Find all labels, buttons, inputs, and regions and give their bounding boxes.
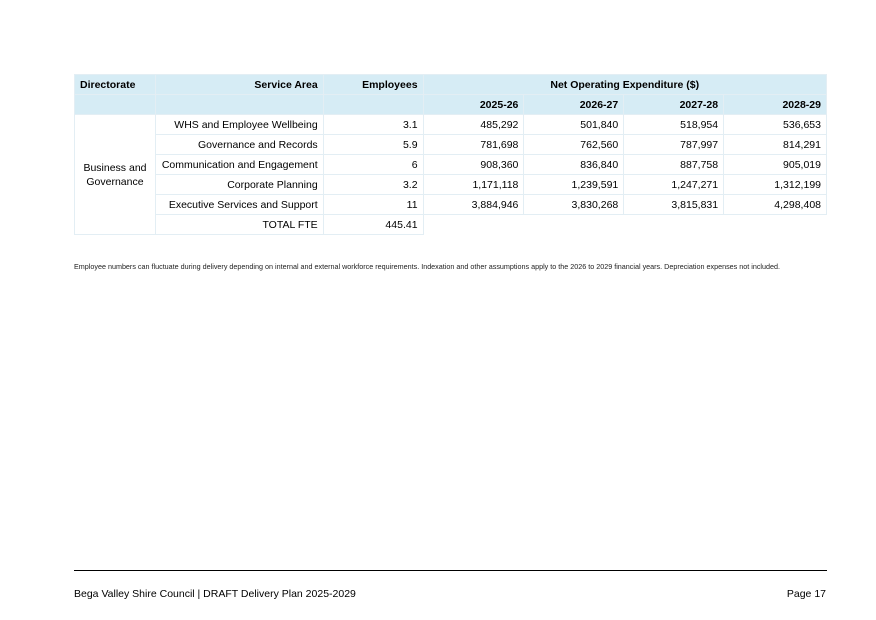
header-years-row xyxy=(75,95,827,115)
table-row xyxy=(75,135,827,155)
header-directorate: Directorate xyxy=(75,75,156,95)
value-cell: 1,312,199 xyxy=(724,175,827,195)
header-year: 2027-28 xyxy=(624,95,724,115)
total-row-empty xyxy=(423,215,826,235)
service-area-cell: Governance and Records xyxy=(155,135,323,155)
value-cell: 536,653 xyxy=(724,115,827,135)
header-net-operating-expenditure: Net Operating Expenditure ($) xyxy=(423,75,826,95)
footer-divider xyxy=(74,570,827,571)
value-cell: 905,019 xyxy=(724,155,827,175)
value-cell: 1,247,271 xyxy=(624,175,724,195)
service-area-cell: WHS and Employee Wellbeing xyxy=(155,115,323,135)
value-cell: 3,830,268 xyxy=(524,195,624,215)
table-row xyxy=(75,155,827,175)
page-number: Page 17 xyxy=(786,588,826,600)
value-cell: 3,815,831 xyxy=(624,195,724,215)
service-area-cell: Communication and Engagement xyxy=(155,155,323,175)
value-cell: 814,291 xyxy=(724,135,827,155)
value-cell: 518,954 xyxy=(624,115,724,135)
value-cell: 3,884,946 xyxy=(423,195,524,215)
header-blank xyxy=(323,95,423,115)
value-cell: 887,758 xyxy=(624,155,724,175)
total-row xyxy=(75,215,827,235)
value-cell: 4,298,408 xyxy=(724,195,827,215)
value-cell: 1,239,591 xyxy=(524,175,624,195)
value-cell: 485,292 xyxy=(423,115,524,135)
value-cell: 787,997 xyxy=(624,135,724,155)
header-service-area: Service Area xyxy=(155,75,323,95)
header-blank xyxy=(155,95,323,115)
value-cell: 501,840 xyxy=(524,115,624,135)
header-blank xyxy=(75,95,156,115)
value-cell: 908,360 xyxy=(423,155,524,175)
table-row xyxy=(75,195,827,215)
table-footnote: Employee numbers can fluctuate during delivery depending on internal and external workforce requirements. Indexation and other assumptions apply to the 2026 to 2029 financial years. Depreciation expenses not included. xyxy=(74,262,781,271)
header-employees: Employees xyxy=(323,75,423,95)
total-value: 445.41 xyxy=(323,215,423,235)
footer-document-title: Bega Valley Shire Council | DRAFT Delivery Plan 2025-2029 xyxy=(74,588,356,600)
value-cell: 1,171,118 xyxy=(423,175,524,195)
header-year: 2026-27 xyxy=(524,95,624,115)
employees-cell: 5.9 xyxy=(323,135,423,155)
header-year: 2025-26 xyxy=(423,95,524,115)
table-row xyxy=(75,115,827,135)
employees-cell: 3.2 xyxy=(323,175,423,195)
value-cell: 836,840 xyxy=(524,155,624,175)
value-cell: 781,698 xyxy=(423,135,524,155)
header-row xyxy=(75,75,827,95)
employees-cell: 11 xyxy=(323,195,423,215)
employees-cell: 3.1 xyxy=(323,115,423,135)
service-area-cell: Executive Services and Support xyxy=(155,195,323,215)
service-area-cell: Corporate Planning xyxy=(155,175,323,195)
directorate-cell: Business and Governance xyxy=(75,115,156,235)
header-year: 2028-29 xyxy=(724,95,827,115)
table-row xyxy=(75,175,827,195)
value-cell: 762,560 xyxy=(524,135,624,155)
employees-cell: 6 xyxy=(323,155,423,175)
budget-table xyxy=(74,74,827,235)
total-label: TOTAL FTE xyxy=(155,215,323,235)
